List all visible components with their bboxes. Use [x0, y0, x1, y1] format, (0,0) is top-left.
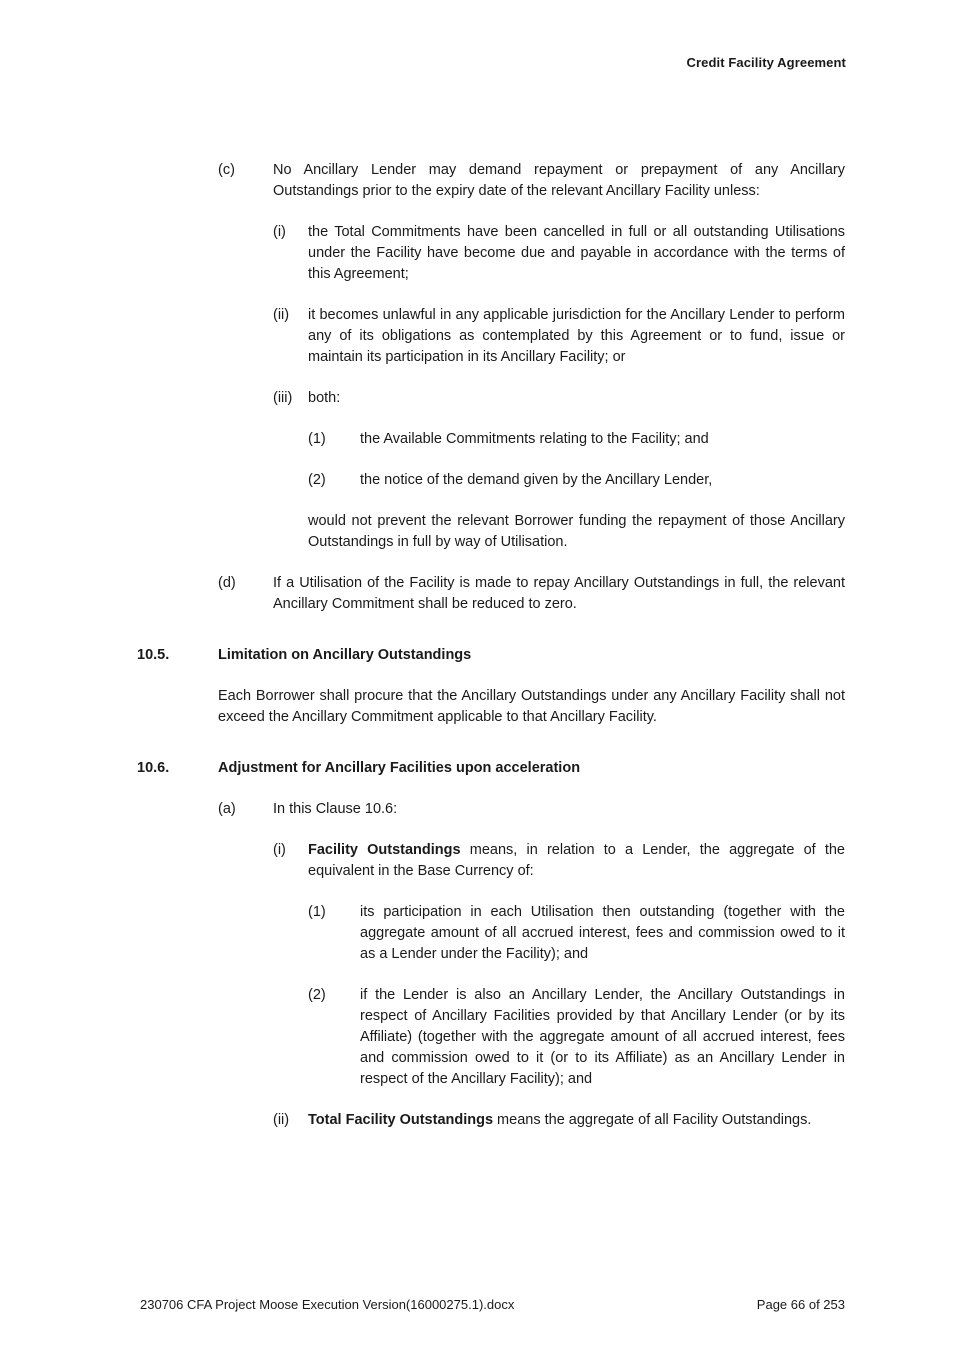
- definition-facility-outstandings: [137, 840, 845, 882]
- clause-marker: (i): [273, 842, 286, 858]
- section-number: 10.5.: [137, 647, 170, 663]
- clause-marker: (c): [218, 162, 235, 178]
- clause-text: [308, 1110, 845, 1131]
- clause-marker: (d): [218, 575, 236, 591]
- clause-text: the Total Commitments have been cancelled in full or all outstanding Utilisations under the Facility have become due and payable in accordance with the terms of this Agreement;: [308, 224, 845, 282]
- clause-marker: (1): [308, 431, 326, 447]
- clause-c-ii: [137, 305, 845, 368]
- definition-total-facility-outstandings: [137, 1110, 845, 1131]
- clause-marker: (2): [308, 472, 326, 488]
- clause-text: [308, 840, 845, 882]
- page-header-title: Credit Facility Agreement: [686, 55, 846, 70]
- section-heading-10-5: [137, 645, 845, 666]
- defined-term: Facility Outstandings: [308, 842, 461, 858]
- clause-d: [137, 573, 845, 615]
- paragraph-text: Each Borrower shall procure that the Ancillary Outstandings under any Ancillary Facility shall not exceed the Ancillary Commitment applicable to that Ancillary Facility.: [218, 688, 845, 725]
- section-title: Adjustment for Ancillary Facilities upon acceleration: [218, 760, 581, 776]
- clause-marker: (i): [273, 224, 286, 240]
- definition-text: means the aggregate of all Facility Outstandings.: [493, 1112, 812, 1128]
- definition-text: means, in relation to a Lender, the aggregate of the equivalent in the Base Currency of:: [308, 842, 845, 879]
- section-10-5-body: [137, 686, 845, 728]
- section-title: Limitation on Ancillary Outstandings: [218, 647, 472, 663]
- definition-fo-2: [137, 985, 845, 1090]
- clause-text: the notice of the demand given by the Ancillary Lender,: [360, 472, 713, 488]
- clause-marker: (ii): [273, 1112, 290, 1128]
- defined-term: Total Facility Outstandings: [308, 1112, 494, 1128]
- clause-c-iii-1: [137, 429, 845, 450]
- clause-c: [137, 160, 845, 202]
- page-footer: [140, 1297, 845, 1312]
- clause-text: if the Lender is also an Ancillary Lender, the Ancillary Outstandings in respect of Ancillary Facilities provided by that Ancillary Lender (or by its Affiliate) (together with the aggregate amount of all accrued interest, fees and commission owed to it (or to its Affiliate) as an Ancillary Lender in respect of the Ancillary Facility); and: [360, 987, 845, 1087]
- clause-text: its participation in each Utilisation then outstanding (together with the aggregate amount of all accrued interest, fees and commission owed to it as a Lender under the Facility); and: [360, 904, 845, 962]
- clause-text: would not prevent the relevant Borrower funding the repayment of those Ancillary Outstandings in full by way of Utilisation.: [308, 513, 845, 550]
- clause-text: both:: [308, 390, 341, 406]
- clause-10-6-a: [137, 799, 845, 820]
- clause-c-i: [137, 222, 845, 285]
- clause-marker: (a): [218, 801, 236, 817]
- clause-text: No Ancillary Lender may demand repayment or prepayment of any Ancillary Outstandings prior to the expiry date of the relevant Ancillary Facility unless:: [273, 162, 845, 199]
- document-body: [137, 160, 845, 1131]
- clause-text: the Available Commitments relating to the Facility; and: [360, 431, 709, 447]
- section-heading-10-6: [137, 758, 845, 779]
- section-number: 10.6.: [137, 760, 170, 776]
- clause-marker: (ii): [273, 307, 290, 323]
- footer-filename: 230706 CFA Project Moose Execution Version(16000275.1).docx: [140, 1297, 515, 1312]
- clause-marker: (iii): [273, 390, 293, 406]
- clause-text: In this Clause 10.6:: [273, 801, 398, 817]
- clause-marker: (1): [308, 904, 326, 920]
- definition-fo-1: [137, 902, 845, 965]
- clause-text: If a Utilisation of the Facility is made to repay Ancillary Outstandings in full, the relevant Ancillary Commitment shall be reduced to zero.: [273, 575, 845, 612]
- footer-page-number: Page 66 of 253: [756, 1297, 845, 1312]
- clause-text: it becomes unlawful in any applicable jurisdiction for the Ancillary Lender to perform any of its obligations as contemplated by this Agreement or to fund, issue or maintain its participation in its Ancillary Facility; or: [308, 307, 845, 365]
- clause-c-iii-tail: [137, 511, 845, 553]
- clause-c-iii: [137, 388, 845, 409]
- clause-c-iii-2: [137, 470, 845, 491]
- clause-marker: (2): [308, 987, 326, 1003]
